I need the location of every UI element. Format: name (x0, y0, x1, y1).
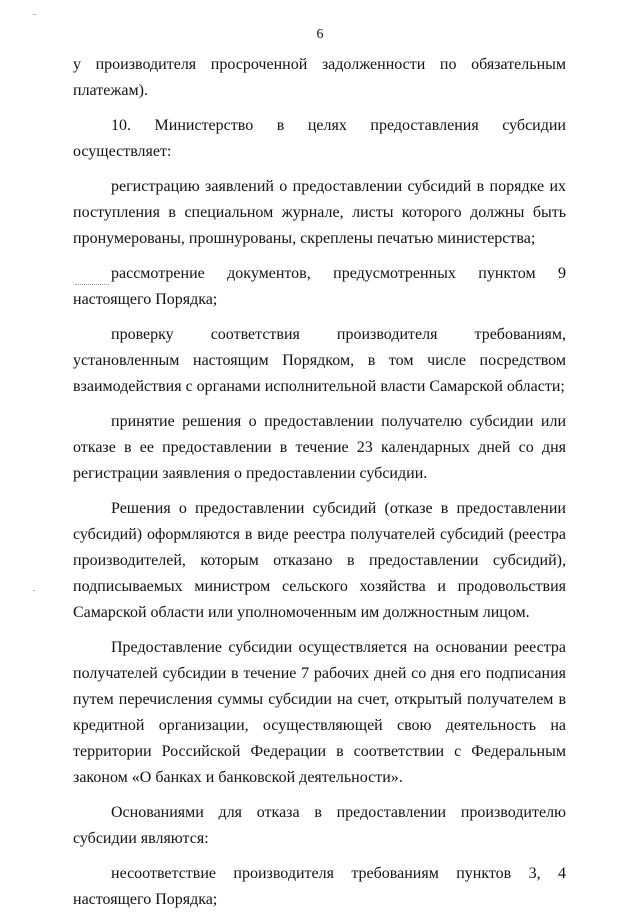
paragraph-verification: проверку соответствия производителя требованиям, установленным настоящим Порядком, в том числе посредством взаимодействия с органами исполнительной власти Самарской области; (73, 326, 566, 395)
document-body (73, 52, 566, 913)
paragraph-registration: регистрацию заявлений о предоставлении субсидий в порядке их поступления в специальном журнале, листы которого должны быть пронумерованы, прошнурованы, скреплены печатью министерства; (73, 178, 566, 247)
paragraph-debt-end: у производителя просроченной задолженности по обязательным платежам). (73, 56, 566, 99)
paragraph-item-10: 10. Министерство в целях предоставления субсидии осуществляет: (73, 117, 566, 160)
page-number: 6 (316, 27, 324, 42)
scan-artifact-top (33, 14, 36, 15)
paragraph-registry: Решения о предоставлении субсидий (отказе в предоставлении субсидий) оформляются в виде реестра получателей субсидий (реестра производителей, которым отказано в предоставлении субсидий), подписываемых министром сельского хозяйства и продовольствия Самарской области или уполномоченным им должностным лицом. (73, 500, 566, 621)
paragraph-decision: принятие решения о предоставлении получателю субсидии или отказе в ее предоставлении в течение 23 календарных дней со дня регистрации заявления о предоставлении субсидии. (73, 413, 566, 482)
paragraph-review: рассмотрение документов, предусмотренных пунктом 9 настоящего Порядка; (73, 265, 566, 308)
scan-artifact-middle (33, 590, 35, 591)
paragraph-refusal-grounds: Основаниями для отказа в предоставлении производителю субсидии являются: (73, 804, 566, 847)
paragraph-payment: Предоставление субсидии осуществляется на основании реестра получателей субсидии в течение 7 рабочих дней со дня его подписания путем перечисления суммы субсидии на счет, открытый получателем в кредитной организации, осуществляющей свою деятельность на территории Российской Федерации в соответствии с Федеральным законом «О банках и банковской деятельности». (73, 639, 566, 786)
paragraph-noncompliance: несоответствие производителя требованиям пунктов 3, 4 настоящего Порядка; (73, 865, 566, 908)
